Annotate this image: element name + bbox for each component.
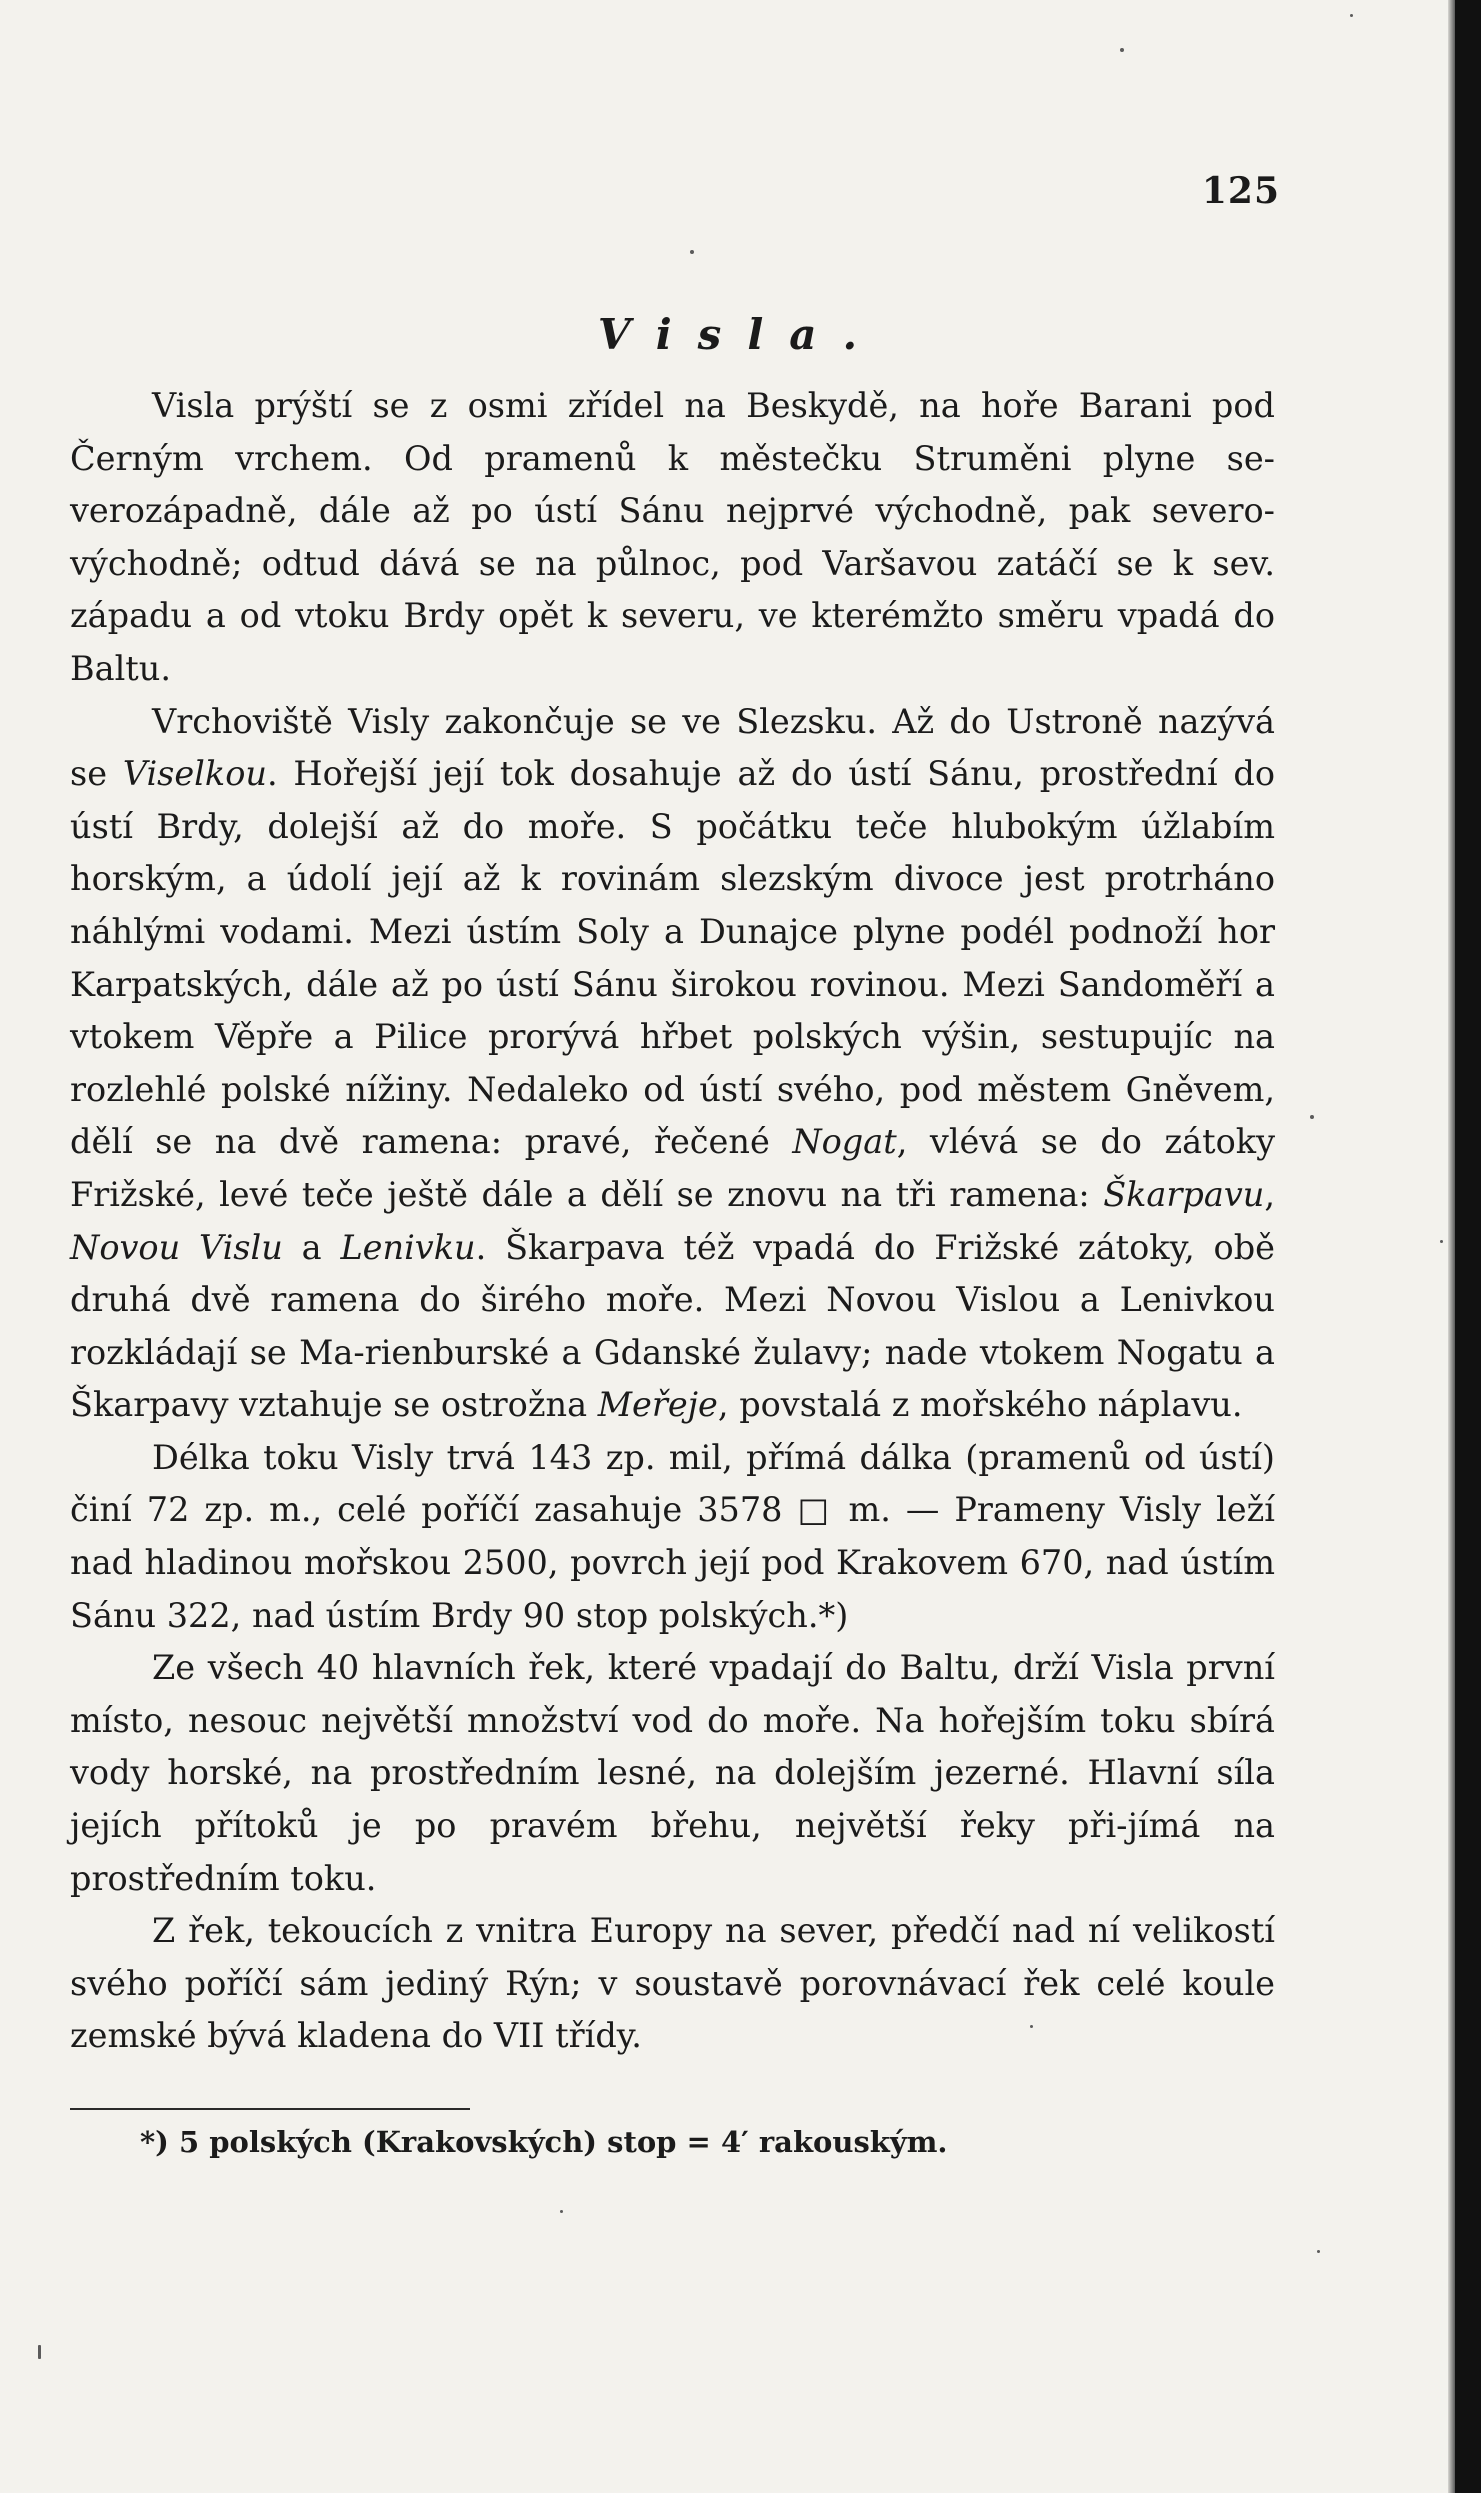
paragraph: Ze všech 40 hlavních řek, které vpadají do Baltu, drží Visla první místo, nesouc největší množství vod do moře. Na hořejším toku sbírá vody horské, na prostředním lesné, na dolejším jezerné. Hlavní síla jejích přítoků je po pravém břehu, největší řeky při-jímá na prostředním toku. [70,1648,1275,1898]
footnote-divider [70,2108,470,2110]
page-number: 125 [1201,170,1280,212]
italic-term: Lenivku [340,1227,476,1267]
italic-term: Nogat [792,1122,897,1162]
page-edge [1455,0,1481,2493]
paragraph: Vrchoviště Visly zakončuje se ve Slezsku. Až do Ustroně nazývá se Viselkou. Hořejší její tok dosahuje až do ústí Sánu, prostřední do ústí Brdy, dolejší až do moře. S počátku teče hlubokým úžlabím horským, a údolí její až k rovinám slezským divoce jest protrháno náhlými vodami. Mezi ústím Soly a Dunajce plyne podél podnoží hor Karpatských, dále až po ústí Sánu širokou rovinou. Mezi Sandoměří a vtokem Věpře a Pilice prorývá hřbet polských výšin, sestupujíc na rozlehlé polské nížiny. Nedaleko od ústí svého, pod městem Gněvem, dělí se na dvě ramena: pravé, řečené Nogat, vlévá se do zátoky Frižské, levé teče ještě dále a dělí se znovu na tři ramena: Škarpavu, Novou Vislu a Lenivku. Škarpava též vpadá do Frižské zátoky, obě druhá dvě ramena do širého moře. Mezi Novou Vislou a Lenivkou rozkládají se Ma-rienburské a Gdanské žulavy; nade vtokem Nogatu a Škarpavy vztahuje se ostrožna Meřeje, povstalá z mořského náplavu. [70,701,1276,1425]
page-edge-shadow [1448,0,1455,2493]
italic-term: Viselkou [122,754,267,794]
paragraph: Visla prýští se z osmi zřídel na Beskydě, na hoře Barani pod Černým vrchem. Od pramenů k městečku Struměni plyne se-verozápadně, dále až po ústí Sánu nejprvé východně, pak severo-východně; odtud dává se na půlnoc, pod Varšavou zatáčí se k sev. západu a od vtoku Brdy opět k severu, ve kterémžto směru vpadá do Baltu. [70,386,1275,688]
chapter-title: Visla. [597,310,884,359]
body-text [70,380,1275,2063]
footnote: *) 5 polských (Krakovských) stop = 4′ rakouským. [140,2125,948,2159]
italic-term: Meřeje [597,1385,718,1425]
italic-term: Novou Vislu [70,1227,283,1267]
italic-term: Škarpavu [1103,1174,1265,1214]
paragraph: Délka toku Visly trvá 143 zp. mil, přímá dálka (pramenů od ústí) činí 72 zp. m., celé poříčí zasahuje 3578 □ m. — Prameny Visly leží nad hladinou mořskou 2500, povrch její pod Krakovem 670, nad ústím Sánu 322, nad ústím Brdy 90 stop polských.*) [70,1437,1275,1635]
paragraph: Z řek, tekoucích z vnitra Europy na sever, předčí nad ní velikostí svého poříčí sám jediný Rýn; v soustavě porovnávací řek celé koule zemské bývá kladena do VII třídy. [70,1911,1275,2056]
